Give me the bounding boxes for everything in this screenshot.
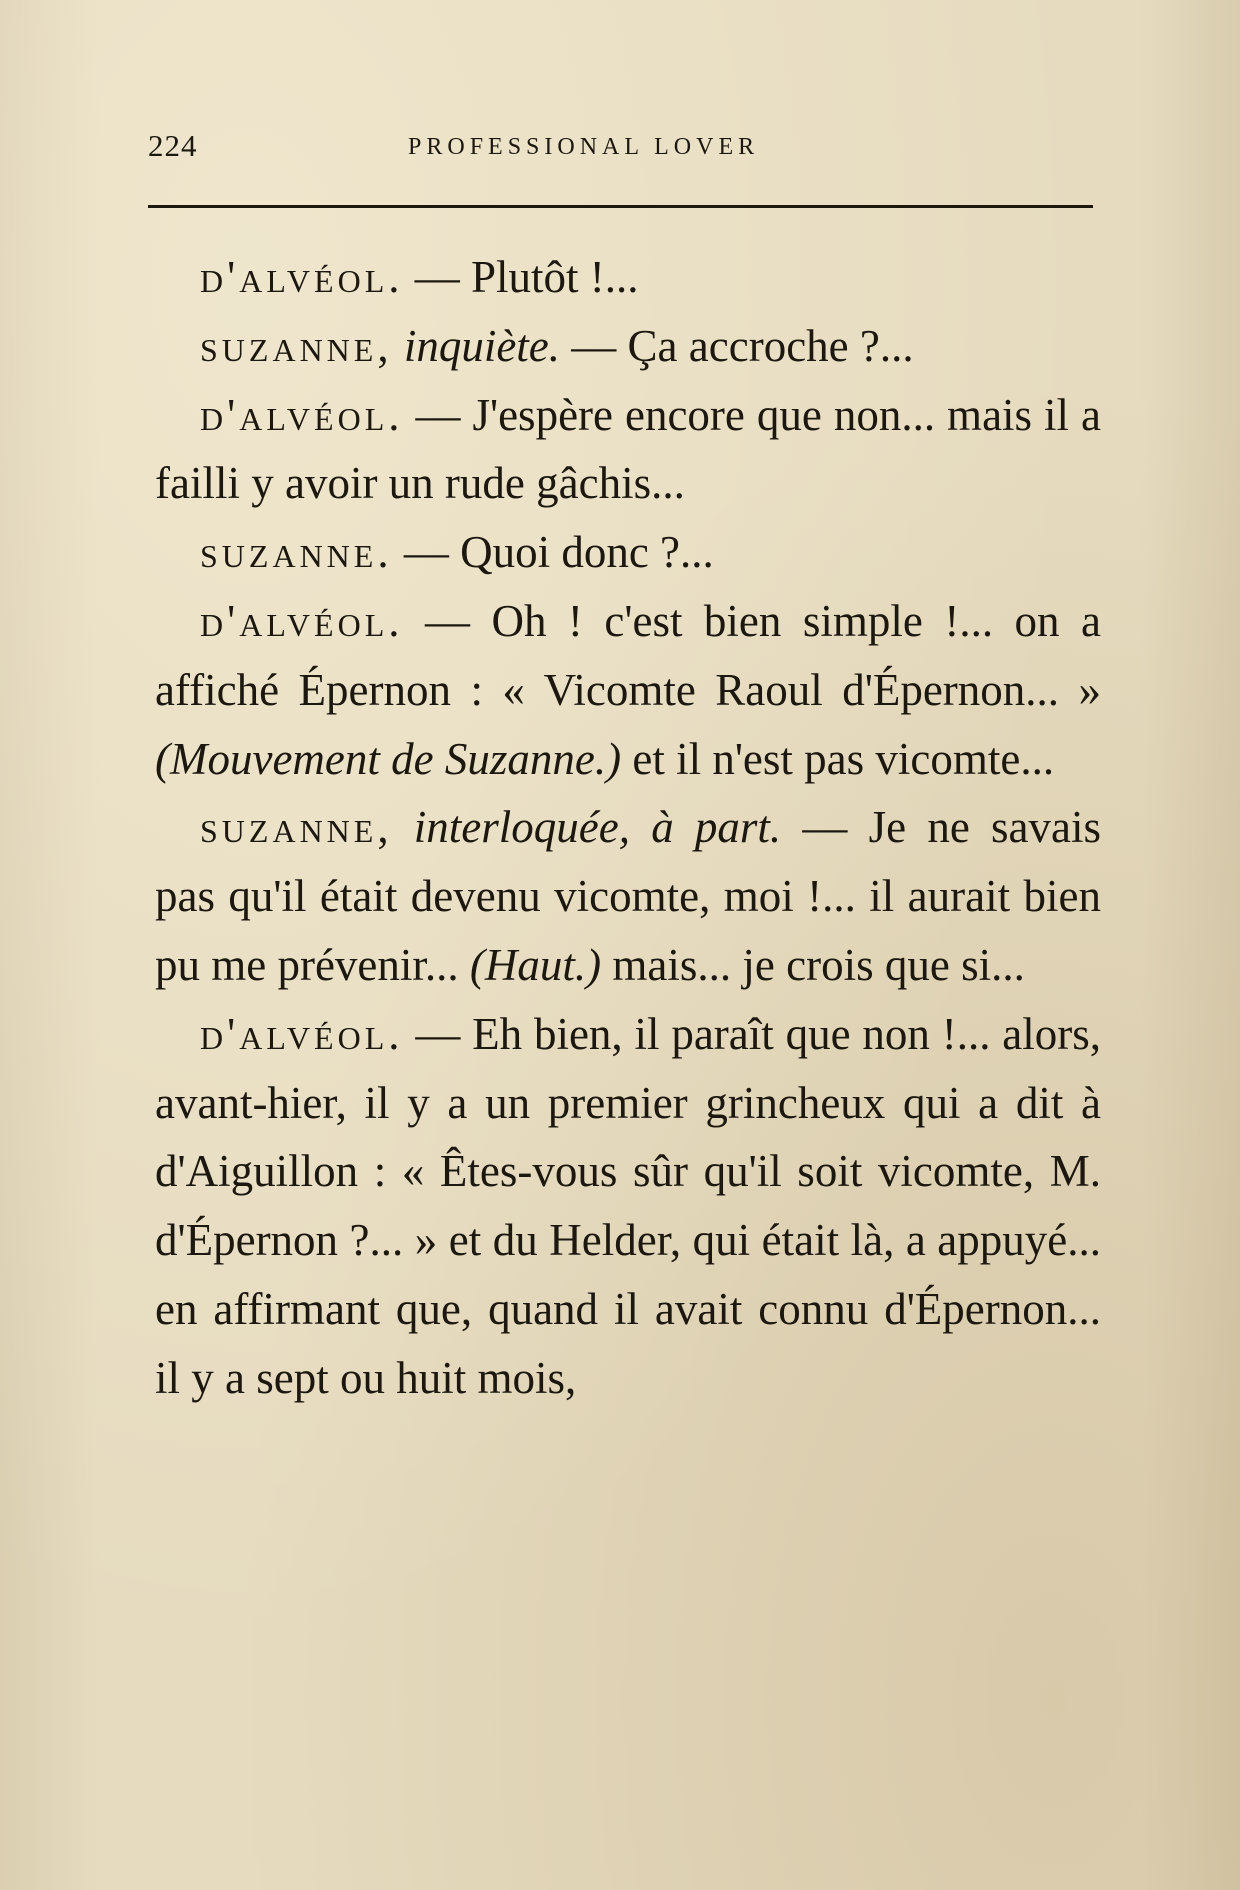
speaker-name: suzanne,	[200, 320, 393, 371]
running-head	[148, 128, 1093, 168]
speaker-name: suzanne,	[200, 802, 393, 853]
dialogue-text: — Quoi donc ?...	[403, 527, 714, 578]
stage-direction: (Haut.)	[469, 939, 602, 990]
dialogue-text: — Plutôt !...	[414, 252, 639, 302]
dialogue-text: — Je ne savais pas qu'il était devenu vicomte, moi !... il aurait bien pu me prévenir...	[155, 802, 1101, 990]
paragraph-2	[155, 312, 1101, 381]
speaker-name: d'alvéol.	[200, 389, 404, 440]
paragraph-1	[155, 243, 1101, 312]
dialogue-text: — Oh ! c'est bien simple !... on a affiché Épernon : « Vicomte Raoul d'Épernon... »	[155, 595, 1102, 715]
speaker-name: d'alvéol.	[200, 1008, 404, 1059]
running-title: PROFESSIONAL LOVER	[408, 134, 760, 160]
stage-direction: interloquée, à part.	[413, 802, 782, 853]
speaker-name: d'alvéol.	[200, 595, 404, 646]
header-rule	[148, 205, 1093, 208]
dialogue-text: — Eh bien, il paraît que non !... alors, avant-hier, il y a un premier grincheux qui a dit à d'Aiguillon : « Êtes-vous sûr qu'il soit vicomte, M. d'Épernon ?... » et du Helder, qui était là, a appuyé... en affirmant que, quand il avait connu d'Épernon... il y a sept ou huit mois,	[155, 1008, 1101, 1403]
dialogue-text: — J'espère encore que non... mais il a failli y avoir un rude gâchis...	[155, 389, 1101, 509]
paragraph-4	[155, 518, 1101, 587]
stage-direction: inquiète.	[403, 320, 561, 371]
page-number: 224	[148, 128, 198, 163]
body-text	[155, 243, 1101, 1413]
stage-direction: (Mouvement de Suzanne.)	[155, 733, 622, 784]
dialogue-text: mais... je crois que si...	[601, 939, 1025, 990]
dialogue-text: et il n'est pas vicomte...	[621, 733, 1055, 784]
dialogue-text: — Ça accroche ?...	[571, 320, 914, 371]
paragraph-5	[155, 587, 1101, 793]
paragraph-6	[155, 793, 1101, 999]
speaker-name: d'alvéol.	[200, 252, 404, 302]
paragraph-7	[155, 1000, 1101, 1413]
paragraph-3	[155, 381, 1101, 519]
speaker-name: suzanne.	[200, 527, 393, 578]
